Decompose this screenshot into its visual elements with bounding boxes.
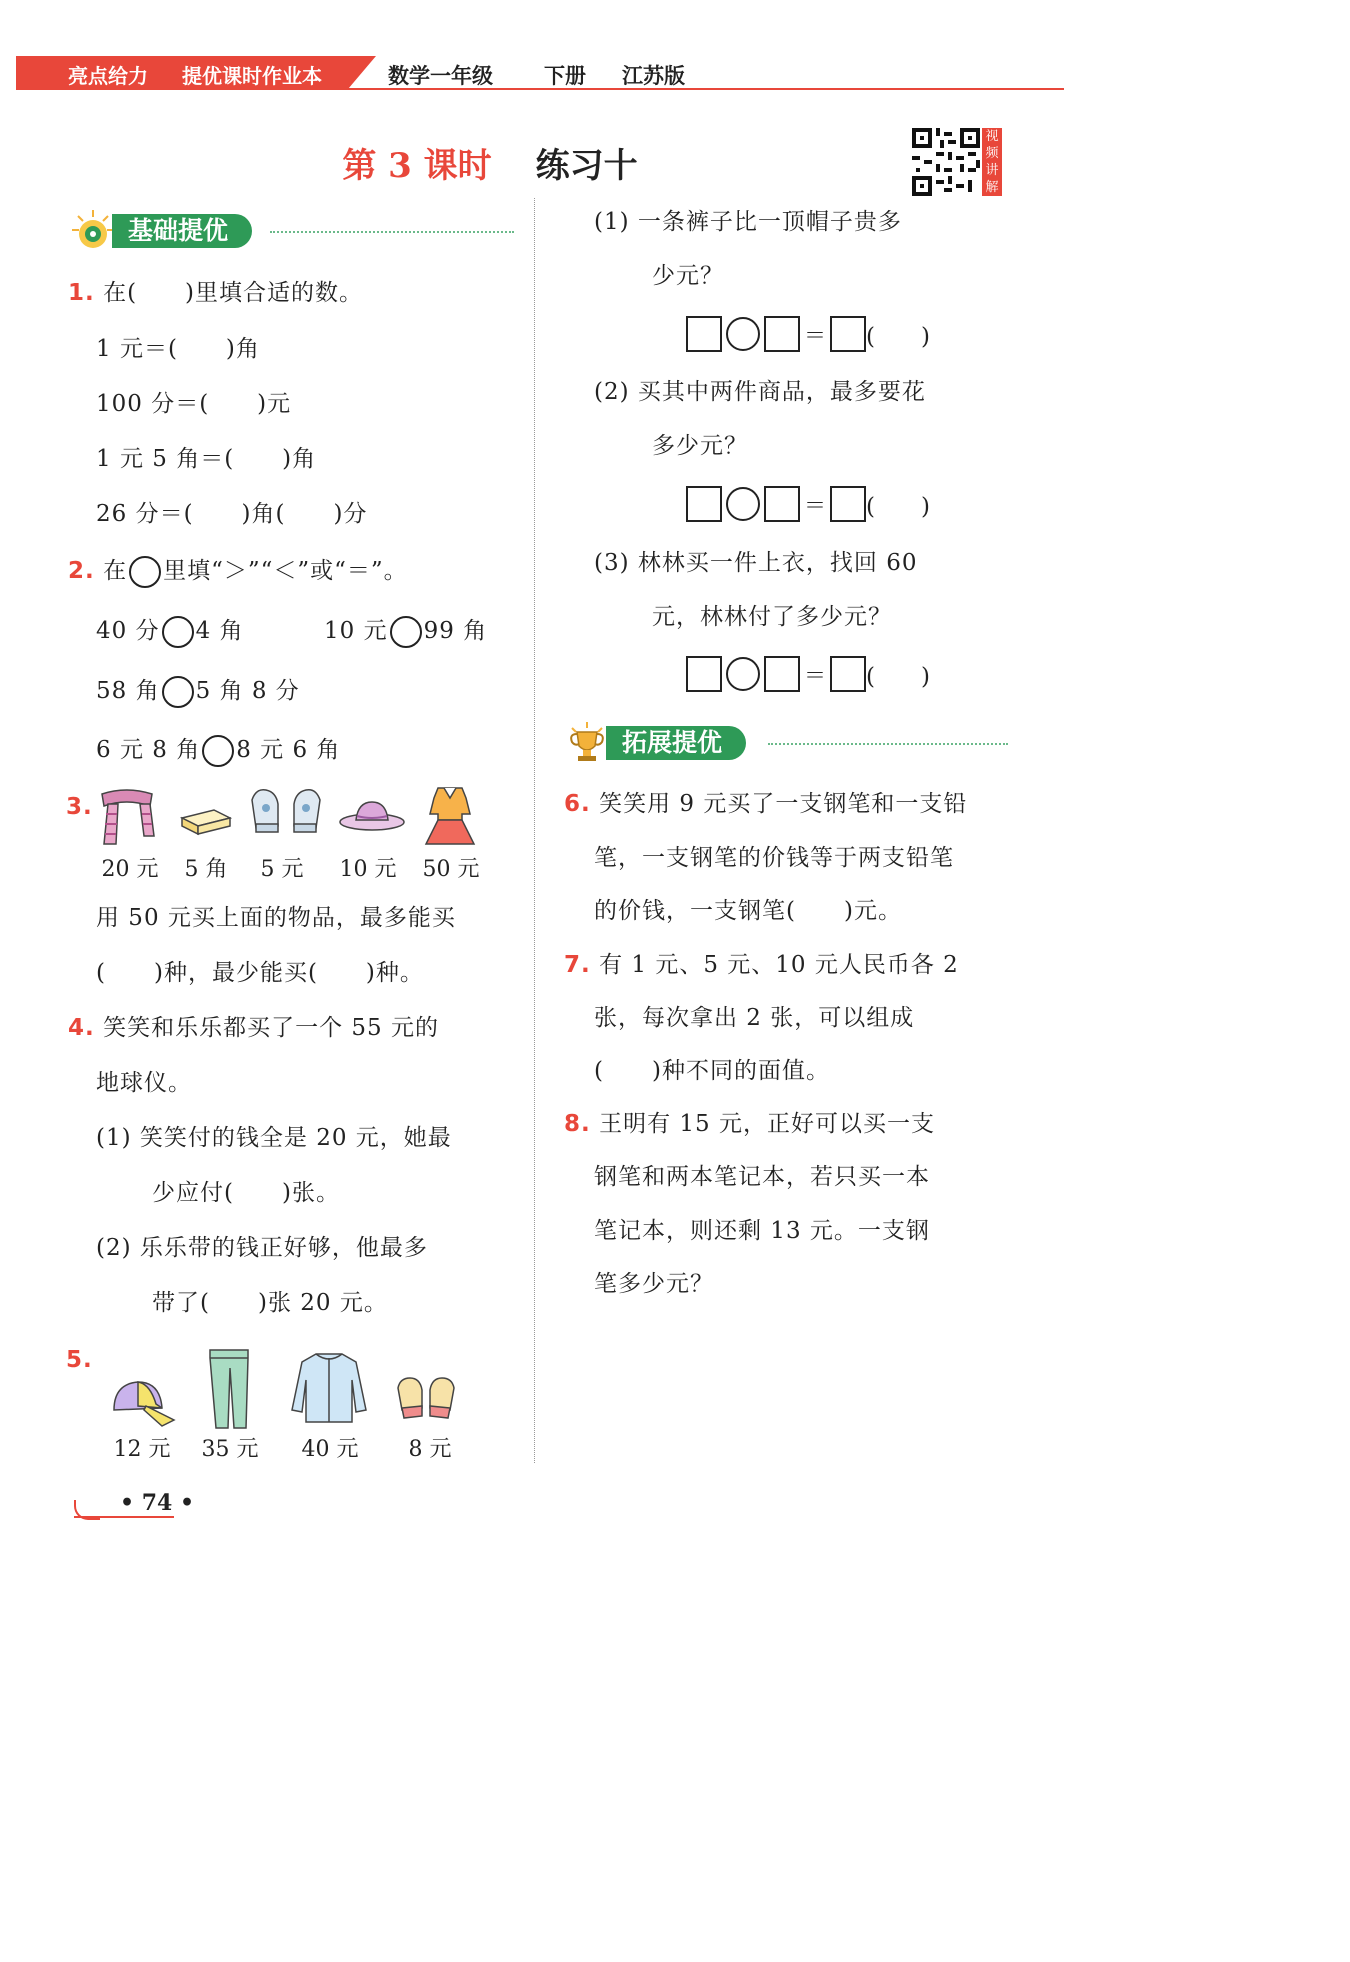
unit-blank[interactable]: ( ) (866, 493, 930, 520)
q5-price-gloves: 8 元 (408, 1437, 452, 1462)
q7-line-3: ( )种不同的面值。 (594, 1058, 830, 1084)
unit-blank[interactable]: ( ) (866, 323, 930, 350)
header-subject: 数学一年级 (388, 64, 493, 88)
q2-r1b-left: 10 元 (324, 618, 388, 644)
q5-sub3-a: (3) 林林买一件上衣，找回 60 (594, 550, 918, 576)
q2-prompt (68, 556, 408, 588)
equals-sign: ＝ (804, 493, 827, 519)
q3-price-scarf: 20 元 (101, 857, 159, 882)
operator-circle[interactable] (726, 657, 760, 691)
q4-line-1-text: 笑笑和乐乐都买了一个 55 元的 (103, 1015, 439, 1041)
compare-circle[interactable] (202, 735, 234, 767)
q4-line-2: 地球仪。 (96, 1070, 192, 1096)
q3-price-hat: 10 元 (339, 857, 397, 882)
q3-price-mittens: 5 元 (260, 857, 304, 882)
q4-sub1-a: (1) 笑笑付的钱全是 20 元，她最 (96, 1125, 452, 1151)
q3-line-1: 用 50 元买上面的物品，最多能买 (96, 905, 456, 931)
q2-r3-right: 8 元 6 角 (236, 737, 341, 763)
answer-box[interactable] (686, 316, 722, 352)
equals-sign: ＝ (804, 663, 827, 689)
q2-row-2 (96, 676, 300, 708)
compare-circle (129, 556, 161, 588)
hat-icon (338, 798, 406, 832)
cap-icon (106, 1376, 178, 1432)
q5-number: 5. (66, 1347, 93, 1373)
q4-sub2-b: 带了( )张 20 元。 (152, 1290, 388, 1316)
pants-icon (204, 1346, 254, 1432)
q3-number: 3. (66, 794, 93, 820)
q6-number: 6. (564, 791, 591, 817)
q8-line-2: 钢笔和两本笔记本，若只买一本 (594, 1164, 930, 1190)
q2-r1a-left: 40 分 (96, 618, 160, 644)
qr-code-icon[interactable] (912, 128, 980, 196)
q8-line-4: 笔多少元？ (594, 1271, 714, 1297)
answer-box[interactable] (764, 486, 800, 522)
q5-price-pants: 35 元 (201, 1437, 259, 1462)
section-extend (564, 726, 1008, 760)
answer-box[interactable] (686, 486, 722, 522)
sun-badge-icon (70, 208, 116, 254)
q7-number: 7. (564, 952, 591, 978)
header-brand: 亮点给力 (68, 64, 148, 88)
answer-box[interactable] (830, 656, 866, 692)
q5-price-jacket: 40 元 (301, 1437, 359, 1462)
q1-prompt (68, 278, 363, 308)
equation-row-3 (686, 656, 930, 692)
compare-circle[interactable] (162, 676, 194, 708)
q5-sub3-b: 元，林林付了多少元？ (652, 604, 892, 630)
answer-box[interactable] (830, 316, 866, 352)
q8-number: 8. (564, 1111, 591, 1137)
operator-circle[interactable] (726, 317, 760, 351)
q2-row-1a (96, 616, 244, 648)
q4-number: 4. (68, 1015, 95, 1041)
eraser-icon (178, 800, 234, 840)
unit-blank[interactable]: ( ) (866, 663, 930, 690)
q6-line-1 (564, 789, 967, 819)
trophy-icon (564, 720, 610, 766)
section-basic-title: 基础提优 (112, 214, 252, 248)
section-extend-rule (768, 743, 1008, 745)
q5-sub2-b: 多少元？ (652, 433, 748, 459)
mittens-icon (246, 786, 326, 836)
gloves-icon (394, 1374, 458, 1422)
lesson-name: 练习十 (535, 146, 638, 186)
q1-line-1: 1 元＝( )角 (96, 336, 260, 362)
q6-line-3: 的价钱，一支钢笔( )元。 (594, 898, 902, 924)
q2-prompt-a: 在 (103, 558, 128, 584)
q2-row-1b (324, 616, 487, 648)
qr-video-label[interactable]: 视频讲解 (982, 128, 1002, 196)
q1-prompt-text: 在( )里填合适的数。 (103, 280, 364, 306)
answer-box[interactable] (764, 656, 800, 692)
q1-line-2: 100 分＝( )元 (96, 391, 292, 417)
equals-sign: ＝ (804, 323, 827, 349)
q2-r2-right: 5 角 8 分 (195, 678, 300, 704)
q4-sub1-b: 少应付( )张。 (152, 1180, 340, 1206)
jacket-icon (288, 1350, 370, 1426)
q6-line-2: 笔，一支钢笔的价钱等于两支铅笔 (594, 845, 954, 871)
lesson-number: 第 3 课时 (342, 146, 492, 186)
compare-circle[interactable] (162, 616, 194, 648)
q8-line-3: 笔记本，则还剩 13 元。一支钢 (594, 1218, 930, 1244)
q6-line-1-text: 笑笑用 9 元买了一支钢笔和一支铅 (599, 791, 968, 817)
page-number-rule (74, 1516, 174, 1518)
header-volume: 下册 (544, 64, 586, 88)
q4-sub2-a: (2) 乐乐带的钱正好够，他最多 (96, 1235, 428, 1261)
q5-sub2-a: (2) 买其中两件商品，最多要花 (594, 379, 926, 405)
q1-line-3: 1 元 5 角＝( )角 (96, 446, 317, 472)
operator-circle[interactable] (726, 487, 760, 521)
dress-icon (420, 784, 480, 848)
header-edition: 江苏版 (622, 64, 685, 88)
answer-box[interactable] (830, 486, 866, 522)
q3-price-dress: 50 元 (422, 857, 480, 882)
compare-circle[interactable] (390, 616, 422, 648)
q7-line-1-text: 有 1 元、5 元、10 元人民币各 2 (599, 952, 959, 978)
q2-prompt-b: 里填“＞”“＜”或“＝”。 (163, 558, 408, 584)
q2-r2-left: 58 角 (96, 678, 160, 704)
q2-r1b-right: 99 角 (423, 618, 488, 644)
header-series: 提优课时作业本 (182, 64, 322, 88)
answer-box[interactable] (686, 656, 722, 692)
q1-number: 1. (68, 280, 95, 306)
equation-row-2 (686, 486, 930, 522)
q2-row-3 (96, 735, 340, 767)
q5-price-cap: 12 元 (113, 1437, 171, 1462)
section-basic-rule (270, 231, 514, 233)
q5-sub1-b: 少元？ (652, 263, 724, 289)
q3-price-eraser: 5 角 (184, 857, 228, 882)
page-number: • 74 • (120, 1490, 195, 1516)
q2-number: 2. (68, 558, 95, 584)
answer-box[interactable] (764, 316, 800, 352)
q7-line-2: 张，每次拿出 2 张，可以组成 (594, 1005, 915, 1031)
q7-line-1 (564, 950, 959, 980)
q3-line-2: ( )种，最少能买( )种。 (96, 960, 424, 986)
scarf-icon (96, 786, 158, 848)
column-divider (534, 198, 535, 1463)
q4-line-1 (68, 1013, 439, 1043)
q2-r3-left: 6 元 8 角 (96, 737, 201, 763)
q2-r1a-right: 4 角 (195, 618, 244, 644)
q5-sub1-a: (1) 一条裤子比一顶帽子贵多 (594, 209, 902, 235)
q8-line-1-text: 王明有 15 元，正好可以买一支 (599, 1111, 935, 1137)
section-basic (70, 214, 514, 248)
q8-line-1 (564, 1109, 935, 1139)
q1-line-4: 26 分＝( )角( )分 (96, 501, 368, 527)
section-extend-title: 拓展提优 (606, 726, 746, 760)
equation-row-1 (686, 316, 930, 352)
page-title (0, 138, 980, 187)
header-rule (16, 88, 1064, 90)
